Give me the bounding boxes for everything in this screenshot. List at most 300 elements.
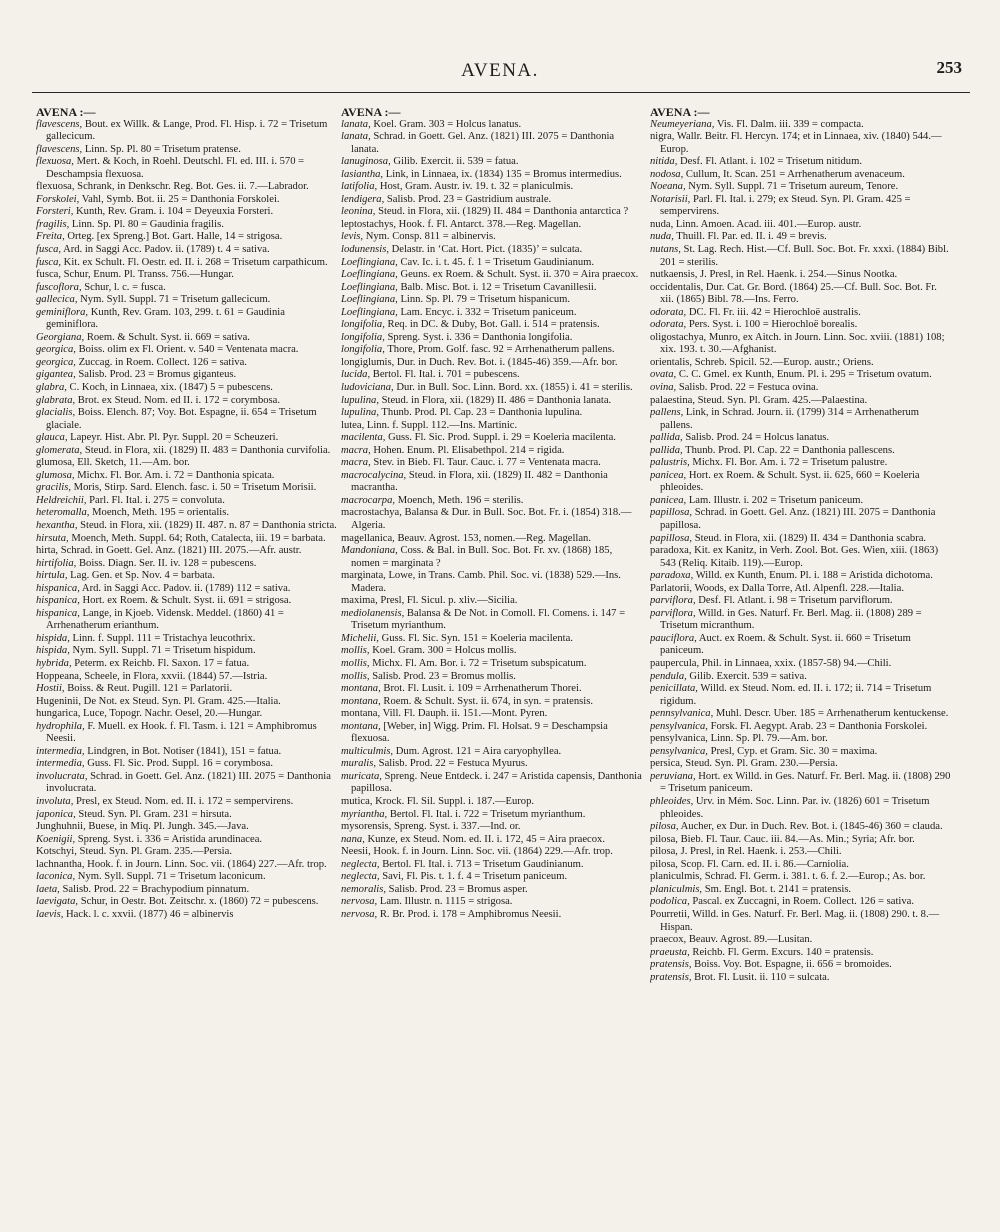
index-entry [650,846,952,859]
index-entry [36,507,338,520]
species-name: Georgiana, [36,331,85,343]
citation-text: Presl, Cyp. et Gram. Sic. 30 = maxima. [707,745,878,757]
citation-text: pilosa, J. Presl, in Rel. Haenk. i. 253.—Chili. [650,846,842,858]
citation-text: Gilib. Exercit. 539 = sativa. [686,670,807,682]
index-entry [36,671,338,684]
species-name: hexantha, [36,520,78,531]
citation-text: Koel. Gram. 300 = Holcus mollis. [369,645,517,657]
species-name: Loeflingiana, [341,256,398,268]
citation-text: F. Muell. ex Hook. f. Fl. Tasm. i. 121 = Amphibromus Neesii. [46,720,317,745]
citation-text: Vis. Fl. Dalm. iii. 339 = compacta. [714,118,864,130]
species-name: odorata, [650,319,687,331]
citation-text: Linn. Sp. Pl. 79 = Trisetum hispanicum. [397,294,571,306]
species-name: montana, [341,695,381,707]
citation-text: pilosa, Scop. Fl. Carn. ed. II. i. 86.—Carniolia. [650,858,849,870]
index-entry [36,633,338,646]
index-entry [36,645,338,658]
species-name: Forsteri, [36,206,74,218]
species-name: laeta, [36,883,60,895]
species-name: glomerata, [36,444,83,456]
species-name: parviflora, [650,595,696,607]
citation-text: Nym. Syll. Suppl. 71 = Trisetum gallecicum. [77,294,271,306]
index-entry [341,457,643,470]
citation-text: Steud. in Flora, xii. (1829) II. 483 = Danthonia curvifolia. [82,444,331,456]
species-name: gallecica, [36,294,78,306]
citation-text: Thore, Prom. Golf. fasc. 92 = Arrhenatherum pallens. [384,344,615,356]
citation-text: Link, in Linnaea, ix. (1834) 135 = Bromus intermedius. [383,168,622,180]
index-entry [36,834,338,847]
citation-text: Willd. ex Kunth, Enum. Pl. i. 188 = Aristida dichotoma. [693,570,933,582]
citation-text: paradoxa, Kit. ex Kanitz, in Verh. Zool. Bot. Ges. Wien, xiii. (1863) 543 (Reliq. Kitaib. 119).—Europ. [650,545,939,569]
species-name: nutans, [650,243,681,255]
citation-text: Michx. Fl. Bor. Am. i. 72 = Trisetum palustre. [689,457,888,469]
citation-text: oligostachya, Munro, ex Aitch. in Journ. Linn. Soc. xviii. (1881) 108; xix. 193. t. 30.—Afghanist. [650,331,945,356]
species-name: lanata, [341,118,371,130]
species-name: panicea, [650,494,687,506]
index-entry [36,570,338,583]
citation-text: Hort. ex Willd. in Ges. Naturf. Fr. Berl. Mag. ii. (1808) 290 = Trisetum paniceum. [660,770,951,795]
index-entry [341,156,643,169]
citation-text: Geuns. ex Roem. & Schult. Syst. ii. 370 = Aira praecox. [397,269,639,281]
citation-text: Lam. Illustr. i. 202 = Trisetum paniceum. [686,494,864,506]
index-entry [341,545,643,570]
index-entry [650,934,952,947]
citation-text: Kunze, ex Steud. Nom. ed. II. i. 172, 45 = Aira praecox. [364,833,605,845]
citation-text: Steud. Syn. Pl. Gram. 231 = hirsuta. [75,808,232,820]
citation-text: Spreng. Syst. i. 336 = Danthonia longifolia. [384,331,573,343]
citation-text: Schrad. in Goett. Gel. Anz. (1821) III. 2075 = Danthonia lanata. [351,131,615,155]
index-entry [341,332,643,345]
index-entry [650,834,952,847]
species-name: hirsuta, [36,532,69,544]
index-entry [36,244,338,257]
index-entry [36,257,338,270]
index-entry [650,871,952,884]
index-entry [341,169,643,182]
column-2 [341,100,643,1210]
index-entry [650,959,952,972]
citation-text: Brot. ex Steud. Nom. ed II. i. 172 = corymbosa. [75,394,281,406]
citation-text: Roem. & Schult. Syst. ii. 669 = sativa. [84,331,250,343]
citation-text: Koel. Gram. 303 = Holcus lanatus. [370,118,522,130]
index-entry [650,357,952,370]
species-name: macra, [341,457,371,469]
species-name: Forskolei, [36,193,80,205]
citation-text: C. C. Gmel. ex Kunth, Enum. Pl. i. 295 = Trisetum ovatum. [676,369,932,381]
index-entry [650,972,952,985]
index-entry [36,658,338,671]
species-name: lendigera, [341,193,385,205]
citation-text: Moris, Stirp. Sard. Elench. fasc. i. 50 = Trisetum Morisii. [71,482,317,494]
citation-text: Pourretii, Willd. in Ges. Naturf. Fr. Berl. Mag. ii. (1808) 290. t. 8.—Hispan. [650,908,940,933]
species-name: Noeana, [650,181,686,193]
species-name: longifolia, [341,344,385,356]
species-name: flavescens, [36,143,83,155]
index-entry [341,319,643,332]
index-entry [36,457,338,470]
species-name: Loeflingiana, [341,294,398,306]
index-entry [36,144,338,157]
species-name: neglecta, [341,858,380,870]
species-name: ludoviciana, [341,381,394,393]
species-name: longifolia, [341,319,385,331]
species-name: penicillata, [650,683,698,695]
index-entry [650,307,952,320]
citation-text: Coss. & Bal. in Bull. Soc. Bot. Fr. xv. (1868) 185, nomen = marginata ? [351,545,613,569]
index-entry [650,119,952,132]
species-name: Loeflingiana, [341,281,398,293]
index-entry [650,495,952,508]
species-name: lupulina, [341,407,379,419]
species-name: intermedia, [36,758,85,770]
index-entry [650,156,952,169]
citation-text: Thunb. Prod. Pl. Cap. 22 = Danthonia pallescens. [682,444,895,456]
index-entry [650,821,952,834]
species-name: laconica, [36,871,76,883]
citation-text: Spreng. Syst. i. 336 = Aristida arundinacea. [75,833,263,845]
species-name: muricata, [341,770,382,782]
citation-text: Michx. Fl. Bor. Am. i. 72 = Danthonia spicata. [74,469,275,481]
citation-text: Steud. in Flora, xii. (1829) II. 484 = Danthonia antarctica ? [375,206,629,218]
index-entry [341,470,643,495]
citation-text: paupercula, Phil. in Linnaea, xxix. (1857-58) 94.—Chili. [650,658,892,670]
citation-text: magellanica, Beauv. Agrost. 153, nomen.—Reg. Magellan. [341,532,591,544]
index-entry [36,821,338,834]
index-entry [341,696,643,709]
index-entry [341,307,643,320]
index-entry [341,344,643,357]
index-entry [36,445,338,458]
citation-text: Gilib. Exercit. ii. 539 = fatua. [390,156,519,168]
citation-text: praecox, Beauv. Agrost. 89.—Lusitan. [650,934,813,946]
species-name: geminiflora, [36,306,89,318]
citation-text: pilosa, Bieb. Fl. Taur. Cauc. iii. 84.—As. Min.; Syria; Afr. bor. [650,833,915,845]
citation-text: Pascal. ex Zuccagni, in Roem. Collect. 126 = sativa. [689,896,915,908]
index-entry [650,896,952,909]
index-entry [36,369,338,382]
species-name: muralis, [341,758,377,770]
index-entry [341,206,643,219]
index-entry [341,294,643,307]
citation-text: lutea, Linn. f. Suppl. 112.—Ins. Martinic. [341,419,518,431]
index-entry [341,758,643,771]
citation-text: Presl, ex Steud. Nom. ed. II. i. 172 = sempervirens. [73,796,294,808]
citation-text: Stev. in Bieb. Fl. Taur. Cauc. i. 77 = Ventenata macra. [370,457,601,469]
index-entry [36,344,338,357]
citation-text: Junghuhnii, Buese, in Miq. Pl. Jungh. 345.—Java. [36,821,249,833]
citation-text: Boiss. Elench. 87; Voy. Bot. Espagne, ii. 654 = Trisetum glaciale. [46,407,317,431]
index-entry [341,131,643,156]
index-entry [341,257,643,270]
citation-text: Dur. in Bull. Soc. Linn. Bord. xx. (1855) i. 41 = sterilis. [393,381,633,393]
citation-text: Schur, l. c. = fusca. [81,281,166,293]
citation-text: Steud. in Flora, xii. (1829) II. 434 = Danthonia scabra. [692,532,927,544]
species-name: panicea, [650,469,687,481]
index-entry [341,859,643,872]
species-name: pallens, [650,407,684,419]
index-entry [341,570,643,595]
index-entry [36,796,338,809]
index-entry [341,884,643,897]
citation-text: Lam. Illustr. n. 1115 = strigosa. [377,896,513,908]
species-name: pallida, [650,432,683,444]
index-entry [36,809,338,822]
citation-text: Forsk. Fl. Aegypt. Arab. 23 = Danthonia Forskolei. [707,720,928,732]
index-entry [650,909,952,934]
citation-text: Salisb. Prod. 22 = Festuca Myurus. [376,758,528,770]
index-entry [341,369,643,382]
index-entry [341,533,643,546]
citation-text: glumosa, Ell. Sketch, 11.—Am. bor. [36,457,190,469]
citation-text: persica, Steud. Syn. Pl. Gram. 230.—Persia. [650,758,838,770]
citation-text: Hohen. Enum. Pl. Elisabethpol. 214 = rigida. [370,444,565,456]
citation-text: Willd. in Ges. Naturf. Fr. Berl. Mag. ii. (1808) 289 = Trisetum micranthum. [660,607,922,632]
citation-text: Sm. Engl. Bot. t. 2141 = pratensis. [702,883,852,895]
species-name: neglecta, [341,871,380,883]
citation-text: nigra, Wallr. Beitr. Fl. Hercyn. 174; et in Linnaea, xiv. (1840) 544.—Europ. [650,131,942,155]
species-name: macilenta, [341,432,386,444]
index-entry [650,282,952,307]
index-entry [36,495,338,508]
species-name: Loeflingiana, [341,269,398,281]
species-name: nuda, [650,231,674,243]
citation-text: montana, Vill. Fl. Dauph. ii. 151.—Mont. Pyren. [341,708,548,720]
citation-text: Thuill. Fl. Par. ed. II. i. 49 = brevis. [673,231,827,243]
species-name: glauca, [36,432,68,444]
citation-text: Desf. Fl. Atlant. i. 102 = Trisetum nitidum. [677,156,862,168]
citation-text: Boiss. & Reut. Pugill. 121 = Parlatorii. [64,683,233,695]
species-name: lupulina, [341,394,379,406]
index-entry [341,834,643,847]
citation-text: St. Lag. Rech. Hist.—Cf. Bull. Soc. Bot. Fr. xxxi. (1884) Bibl. 201 = sterilis. [660,243,949,268]
species-name: gracilis, [36,482,72,494]
index-entry [36,909,338,922]
citation-text: Hort. ex Roem. & Schult. Syst. ii. 625, 660 = Koeleria phleoides. [660,469,920,494]
index-entry [341,269,643,282]
citation-text: Schrad. in Goett. Gel. Anz. (1821) III. 2075 = Danthonia involucrata. [46,770,331,795]
citation-text: Schur, in Oestr. Bot. Zeitschr. x. (1860) 72 = pubescens. [78,896,319,908]
index-entry [36,269,338,282]
citation-text: Host, Gram. Austr. iv. 19. t. 32 = planiculmis. [377,181,574,193]
index-entry [341,395,643,408]
citation-text: Guss. Fl. Sic. Prod. Suppl. 16 = corymbosa. [84,758,273,770]
citation-text: R. Br. Prod. i. 178 = Amphibromus Neesii. [377,908,562,920]
species-name: hispida, [36,645,70,657]
citation-text: Guss. Fl. Sic. Prod. Suppl. i. 29 = Koeleria macilenta. [385,432,616,444]
species-name: odorata, [650,306,687,318]
index-entry [650,244,952,269]
citation-text: Roem. & Schult. Syst. ii. 674, in syn. = pratensis. [380,695,593,707]
citation-text: Aucher, ex Dur. in Duch. Rev. Bot. i. (1845-46) 360 = clauda. [678,821,943,833]
species-name: montana, [341,720,381,732]
citation-text: Dum. Agrost. 121 = Aira caryophyllea. [393,745,562,757]
citation-text: Savi, Fl. Pis. t. 1. f. 4 = Trisetum paniceum. [379,871,568,883]
index-entry [36,156,338,181]
species-name: nodosa, [650,168,684,180]
citation-text: Delastr. in ‘Cat. Hort. Pict. (1835)’ = sulcata. [388,243,583,255]
column-heading: AVENA :— [650,105,710,119]
species-name: mollis, [341,658,370,670]
index-entry [650,533,952,546]
index-entry [341,721,643,746]
index-entry [36,545,338,558]
index-entry [36,119,338,144]
species-name: leonina, [341,206,376,218]
index-entry [341,871,643,884]
species-name: parviflora, [650,607,696,619]
citation-text: Bertol. Fl. Ital. i. 722 = Trisetum myrianthum. [387,808,586,820]
species-name: fuscoflora, [36,281,82,293]
citation-text: Req. in DC. & Duby, Bot. Gall. i. 514 = pratensis. [384,319,600,331]
index-entry [341,445,643,458]
species-name: pilosa, [650,821,679,833]
column-3 [650,100,952,1210]
index-entry [341,671,643,684]
species-name: montana, [341,683,381,695]
species-name: planiculmis, [650,883,703,895]
index-entry [341,608,643,633]
citation-text: pensylvanica, Linn. Sp. Pl. 79.—Am. bor. [650,733,828,745]
species-name: papillosa, [650,507,693,519]
species-name: hydrophila, [36,720,85,732]
column-1 [36,100,338,1210]
citation-text: Zuccag. in Roem. Collect. 126 = sativa. [75,356,247,368]
species-name: myriantha, [341,808,388,820]
citation-text: Muhl. Descr. Uber. 185 = Arrhenatherum kentuckense. [713,708,949,720]
index-entry [650,457,952,470]
index-entry [36,181,338,194]
index-entry [650,507,952,532]
citation-text: Steud. in Flora, xii. (1829) II. 482 = Danthonia macrantha. [351,469,608,494]
index-entry [341,382,643,395]
citation-text: Moench, Meth. Suppl. 64; Roth, Catalecta, iii. 19 = barbata. [68,532,326,544]
species-name: nemoralis, [341,883,387,895]
index-entry [36,696,338,709]
index-entry [36,758,338,771]
index-entry [341,357,643,370]
index-entry [341,746,643,759]
citation-text: mutica, Krock. Fl. Sil. Suppl. i. 187.—Europ. [341,796,535,808]
entry-list [36,119,338,922]
citation-text: Michx. Fl. Am. Bor. i. 72 = Trisetum subspicatum. [369,658,587,670]
citation-text: Balb. Misc. Bot. i. 12 = Trisetum Cavanillesii. [397,281,597,293]
species-name: papillosa, [650,532,693,544]
index-entry [341,796,643,809]
species-name: Koenigii, [36,833,76,845]
citation-text: hirta, Schrad. in Goett. Gel. Anz. (1821) III. 2075.—Afr. austr. [36,545,302,557]
species-name: glabra, [36,381,67,393]
citation-text: Guss. Fl. Sic. Syn. 151 = Koeleria macilenta. [378,632,573,644]
index-entry [36,708,338,721]
citation-text: Kotschyi, Steud. Syn. Pl. Gram. 235.—Persia. [36,846,232,858]
index-entry [650,382,952,395]
index-entry [341,683,643,696]
citation-text: Lam. Encyc. i. 332 = Trisetum paniceum. [397,306,577,318]
index-entry [341,909,643,922]
index-entry [650,746,952,759]
column-heading: AVENA :— [36,105,96,119]
citation-text: Hack. l. c. xxvii. (1877) 46 = albinervis [63,908,234,920]
page-header [0,52,1000,82]
citation-text: Brot. Fl. Lusit. i. 109 = Arrhenatherum Thorei. [380,683,582,695]
species-name: Freita, [36,231,65,243]
index-entry [650,219,952,232]
species-name: paradoxa, [650,570,694,582]
citation-text: occidentalis, Dur. Cat. Gr. Bord. (1864) 25.—Cf. Bull. Soc. Bot. Fr. xii. (1865) Bibl. 78.—Ins. Ferro. [650,281,937,306]
index-entry [341,282,643,295]
index-entry [36,583,338,596]
citation-text: Lange, in Kjoeb. Vidensk. Meddel. (1860) 41 = Arrhenatherum erianthum. [46,607,284,632]
citation-text: Linn. Sp. Pl. 80 = Trisetum pratense. [82,143,241,155]
citation-text: Steud. in Flora, xii. (1829) II. 487. n. 87 = Danthonia stricta. [77,520,337,531]
citation-text: Bertol. Fl. Ital. i. 713 = Trisetum Gaudinianum. [379,858,584,870]
entry-list [341,119,643,922]
index-entry [650,658,952,671]
index-entry [36,608,338,633]
index-entry [650,570,952,583]
citation-text: Boiss. Voy. Bot. Espagne, ii. 656 = bromoides. [691,959,892,971]
index-entry [341,495,643,508]
index-entry [341,708,643,721]
index-entry [650,470,952,495]
species-name: multiculmis, [341,745,394,757]
species-name: hispida, [36,632,70,644]
citation-text: Parlatorii, Woods, ex Dalla Torre, Atl. Alpenfl. 228.—Italia. [650,582,904,594]
citation-text: Urv. in Mém. Soc. Linn. Par. iv. (1826) 601 = Trisetum phleoides. [660,796,930,820]
species-name: praeusta, [650,946,690,958]
species-name: hispanica, [36,582,80,594]
index-entry [650,708,952,721]
index-entry [36,382,338,395]
citation-text: Salisb. Prod. 24 = Holcus lanatus. [682,432,830,444]
index-entry [36,533,338,546]
citation-text: Lapeyr. Hist. Abr. Pl. Pyr. Suppl. 20 = Scheuzeri. [67,432,279,444]
index-entry [36,558,338,571]
index-entry [650,771,952,796]
index-entry [650,395,952,408]
index-entry [650,231,952,244]
index-entry [36,395,338,408]
species-name: fusca, [36,256,62,268]
species-name: phleoides, [650,796,694,808]
citation-text: Hoppeana, Scheele, in Flora, xxvii. (1844) 57.—Istria. [36,670,268,682]
index-entry [341,633,643,646]
citation-text: Mert. & Koch, in Roehl. Deutschl. Fl. ed. III. i. 570 = Deschampsia flexuosa. [46,156,305,180]
citation-text: orientalis, Schreb. Spicil. 52.—Europ. austr.; Oriens. [650,356,874,368]
citation-text: marginata, Lowe, in Trans. Camb. Phil. Soc. vi. (1838) 529.—Ins. Madera. [341,570,621,594]
species-name: Notarisii, [650,193,691,205]
species-name: flexuosa, [36,156,74,168]
citation-text: leptostachys, Hook. f. Fl. Antarct. 378.—Reg. Magellan. [341,218,582,230]
species-name: intermedia, [36,745,85,757]
species-name: mollis, [341,645,370,657]
citation-text: Hugeninii, De Not. ex Steud. Syn. Pl. Gram. 425.—Italia. [36,695,281,707]
index-entry [650,583,952,596]
index-entry [650,432,952,445]
citation-text: Salisb. Prod. 23 = Gastridium australe. [384,193,552,205]
species-name: Michelii, [341,632,379,644]
citation-text: Kit. ex Schult. Fl. Oestr. ed. II. i. 268 = Trisetum carpathicum. [61,256,328,268]
species-name: involucrata, [36,770,88,782]
citation-text: Willd. ex Steud. Nom. ed. II. i. 172; ii. 714 = Trisetum rigidum. [660,683,932,707]
index-entry [650,131,952,156]
citation-text: fusca, Schur, Enum. Pl. Transs. 756.—Hungar. [36,269,234,281]
index-entry [341,119,643,132]
citation-text: Cullum, It. Scan. 251 = Arrhenatherum avenaceum. [683,168,905,180]
index-entry [650,633,952,658]
index-entry [650,758,952,771]
citation-text: Reichb. Fl. Germ. Excurs. 140 = pratensis. [689,946,874,958]
